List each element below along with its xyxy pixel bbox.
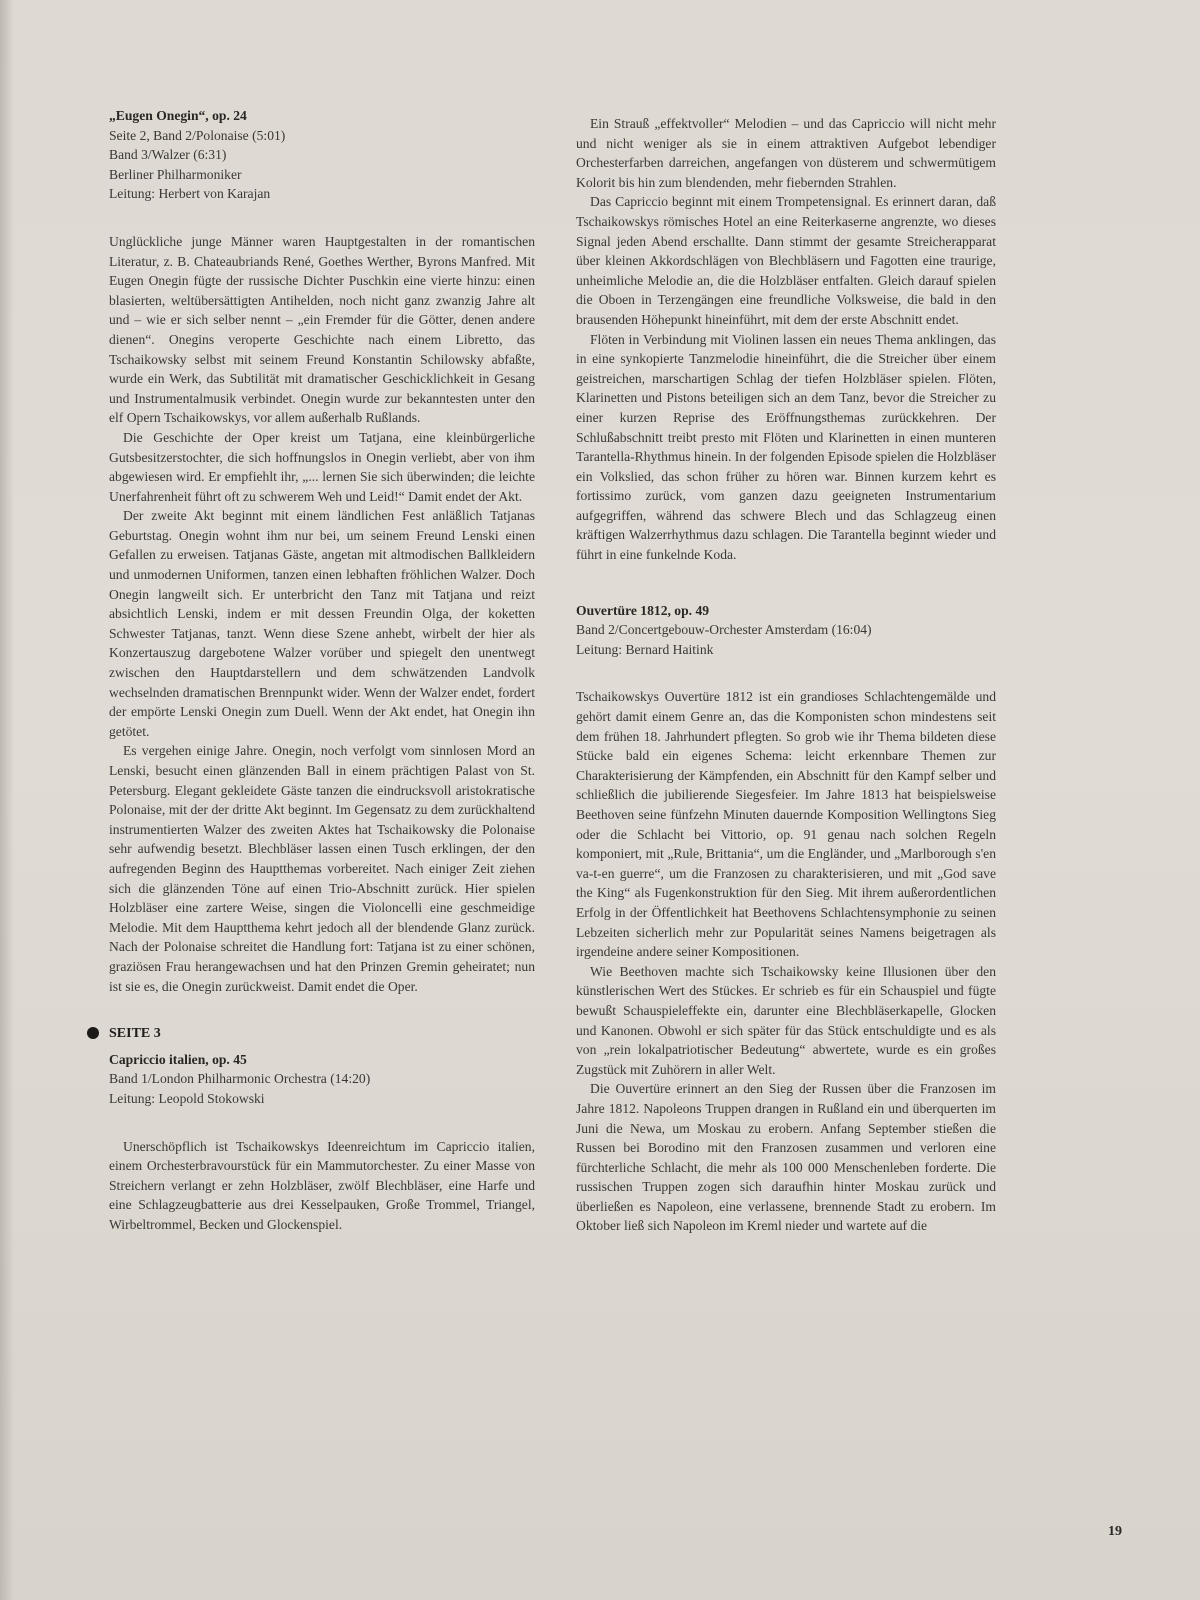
conductor-line: Leitung: Herbert von Karajan — [109, 186, 271, 202]
track-info-line: Band 3/Walzer (6:31) — [109, 147, 227, 163]
body-paragraph: Tschaikowskys Ouvertüre 1812 ist ein grandioses Schlachtengemälde und gehört damit einem Genre an, das die Komponisten schon mindestens seit dem frühen 18. Jahrhundert pflegten. So grob wie ihr Thema bildeten diese Stücke bald ein eigenes Schema: leicht erkennbare Themen zur Charakterisierung der Kämpfenden, ein Abschnitt für den Kampf selber und schließlich die jubilierende Siegesfeier. Im Jahre 1813 hat beispielsweise Beethoven seine fünfzehn Minuten dauernde Komposition Wellingtons Sieg oder die Schlacht bei Vittorio, op. 91 genau nach solchen Regeln komponiert, mit „Rule, Brittania“, um die Engländer, und „Marlborough s'en va-t-en guerre“, um die Franzosen zu charakterisieren, und mit „God save the King“ als Fugenkonstruktion für den Sieg. Mit ihrem außerordentlichen Erfolg in der Öffentlichkeit hat Beethovens Schlachtensymphonie zu seinen Lebzeiten sicherlich mehr zur Popularität seines Namens beigetragen als irgendeine andere seiner Kompositionen. — [576, 689, 996, 960]
body-paragraph: Der zweite Akt beginnt mit einem ländlichen Fest anläßlich Tatjanas Geburtstag. Onegin wohnt ihm nur bei, um seinem Freund Lenski einen Gefallen zu erweisen. Tatjanas Gäste, angetan mit altmodischen Ballkleidern und unmodernen Uniformen, tanzen einen lebhaften fröhlichen Walzer. Doch Onegin langweilt sich. Er unterbricht den Tanz mit Tatjana und reizt absichtlich Lenski, indem er mit dessen Freundin Olga, der koketten Schwester Tatjanas, tanzt. Wenn diese Szene anhebt, wirbelt der hier als Konzertauszug dargebotene Walzer vorüber und spiegelt den unentwegt zwischen den Hauptdarstellern und dem schwätzenden Landvolk wechselnden dramatischen Brennpunkt wider. Wenn der Walzer endet, fordert der empörte Lenski Onegin zum Duell. Wenn der Akt endet, hat Onegin ihn getötet. — [109, 508, 535, 739]
body-paragraph: Ein Strauß „effektvoller“ Melodien – und das Capriccio will nicht mehr und nicht weniger als sie in einem attraktiven Aufgebot lebendiger Orchesterfarben darreichen, angefangen von düsterem und schwermütigem Kolorit bis hin zum blendenden, mehr fiebernden Strahlen. — [576, 116, 996, 190]
page-number: 19 — [1108, 1524, 1122, 1539]
body-paragraph: Das Capriccio beginnt mit einem Trompetensignal. Es erinnert daran, daß Tschaikowskys römisches Hotel an eine Reiterkaserne angrenzte, wo dieses Signal jeden Abend erschallte. Dann stimmt der gesamte Streicherapparat über kleinen Akkordschlägen von Blechbläsern und Fagotten eine traurige, unheimliche Melodie an, die die Holzbläser entfalten. Gleich darauf spielen die Oboen in Terzengängen eine freundliche Volksweise, die bald in den brausenden Höhepunkt hineinführt, mit dem der erste Abschnitt endet. — [576, 194, 996, 327]
side-heading — [109, 1024, 535, 1044]
body-paragraph: Es vergehen einige Jahre. Onegin, noch verfolgt vom sinnlosen Mord an Lenski, besucht einen glänzenden Ball in einem prächtigen Palast von St. Petersburg. Elegant gekleidete Gäste tanzen die eindrucksvoll aristokratische Polonaise, mit der der dritte Akt beginnt. Im Gegensatz zu dem zurückhaltend instrumentierten Walzer des zweiten Aktes hat Tschaikowsky die Polonaise sehr aufwendig besetzt. Blechbläser lassen einen Tusch erklingen, der den aufregenden Beginn des Hauptthemas vorbereitet. Nach einiger Zeit ziehen sich die glänzenden Töne auf einen Trio-Abschnitt zurück. Hier spielen Holzbläser eine zartere Weise, singen die Violoncelli eine geschmeidige Melodie. Mit dem Hauptthema kehrt jedoch all der blendende Glanz zurück. Nach der Polonaise schreitet die Handlung fort: Tatjana ist zu einer schönen, graziösen Frau herangewachsen und hat den Prinzen Gremin geheiratet; nun ist sie es, die Onegin zurückweist. Damit endet die Oper. — [109, 743, 535, 994]
capriccio-title: Capriccio italien, op. 45 — [109, 1051, 247, 1067]
track-info-line: Seite 2, Band 2/Polonaise (5:01) — [109, 127, 286, 143]
body-paragraph: Die Geschichte der Oper kreist um Tatjana, eine kleinbürgerliche Gutsbesitzerstochter, die sich hoffnungslos in Onegin verliebt, aber von ihm abgewiesen wird. Er empfiehlt ihr, „... lernen Sie sich überwinden; die leichte Unerfahrenheit führt oft zu schwerem Weh und Leid!“ Damit endet der Akt. — [109, 429, 535, 504]
eugen-onegin-header — [109, 106, 535, 204]
body-paragraph: Unerschöpflich ist Tschaikowskys Ideenreichtum im Capriccio italien, einem Orchesterbravourstück für ein Mammutorchester. Zu einer Masse von Streichern verlangt er zehn Holzbläser, zwölf Blechbläser, eine Harfe und eine Schlagzeugbatterie aus drei Kesselpauken, Große Trommel, Triangel, Wirbeltrommel, Becken und Glockenspiel. — [109, 1138, 535, 1232]
bullet-icon — [87, 1027, 99, 1039]
conductor-line: Leitung: Bernard Haitink — [576, 641, 714, 657]
orchestra-line: Berliner Philharmoniker — [109, 166, 242, 182]
side-heading-label: SEITE 3 — [109, 1026, 161, 1042]
body-paragraph: Wie Beethoven machte sich Tschaikowsky keine Illusionen über den künstlerischen Wert des Stückes. Er schrieb es für ein Schauspiel und fügte bewußt Schauspieleffekte ein, darunter eine Blechbläserkapelle, Glocken und Kanonen. Obwohl er sich später für das Stück entschuldigte und es als von „rein lokalpatriotischer Bedeutung“ abwertete, wurde es ein großes Zugstück mit Zuhörern in aller Welt. — [576, 963, 996, 1077]
body-paragraph: Unglückliche junge Männer waren Hauptgestalten in der romantischen Literatur, z. B. Chateaubriands René, Goethes Werther, Byrons Manfred. Mit Eugen Onegin fügte der russische Dichter Puschkin eine vierte hinzu: einen blasierten, weltübersättigten Antihelden, noch nicht ganz zwanzig Jahre alt und – wie er sich selber nennt – „ein Fremder für die Götter, denen andere dienen“. Onegins veroperte Geschichte nach einem Libretto, das Tschaikowsky selbst mit seinem Freund Konstantin Schilowsky abfaßte, wurde ein Werk, das Subtilität mit dramatischer Geschicklichkeit in Gesang und Instrumentalmusik verbindet. Onegin wurde zur bekanntesten unter den elf Opern Tschaikowskys, vor allem außerhalb Rußlands. — [109, 233, 535, 426]
track-info-line: Band 2/Concertgebouw-Orchester Amsterdam (16:04) — [576, 622, 872, 638]
track-info-line: Band 1/London Philharmonic Orchestra (14:20) — [109, 1071, 371, 1087]
left-column — [109, 106, 535, 1234]
section-spacer — [576, 565, 996, 601]
ouverture-header — [576, 601, 996, 660]
ouverture-title: Ouvertüre 1812, op. 49 — [576, 602, 710, 618]
conductor-line: Leitung: Leopold Stokowski — [109, 1090, 265, 1106]
capriccio-header — [109, 1050, 535, 1109]
right-column — [576, 114, 996, 1236]
body-paragraph: Die Ouvertüre erinnert an den Sieg der Russen über die Franzosen im Jahre 1812. Napoleons Truppen drangen in Rußland ein und überquerten im Juni die Newa, um Moskau zu erobern. Anfang September stießen die Russen bei Borodino mit den Franzosen zusammen und verloren eine fürchterliche Schlacht, die mehr als 100 000 Menschenleben forderte. Die russischen Truppen zogen sich daraufhin hinter Moskau zurück und überließen es Napoleon, eine verlassene, brennende Stadt zu erobern. Im Oktober ließ sich Napoleon im Kreml nieder und wartete auf die — [576, 1081, 996, 1234]
eugen-onegin-title: „Eugen Onegin“, op. 24 — [109, 108, 247, 123]
body-paragraph: Flöten in Verbindung mit Violinen lassen ein neues Thema anklingen, das in eine synkopierte Tanzmelodie hineinführt, die die Streicher über einem geistreichen, marschartigen Schlag der tiefen Holzbläser spielen. Flöten, Klarinetten und Pistons beteiligen sich an dem Tanz, bevor die Streicher zu einer kurzen Reprise des Eröffnungsthemas zurückkehren. Der Schlußabschnitt treibt presto mit Flöten und Klarinetten in einen munteren Tarantella-Rhythmus hinein. In der folgenden Episode spielen die Holzbläser ein Volkslied, das schon früher zu hören war. Binnen kurzem kehrt es fortissimo zurück, vom ganzen dazu geeigneten Instrumentarium aufgegriffen, während das schwere Blech und das Schlagzeug einen kräftigen Walzerrhythmus dazu schlagen. Die Tarantella beginnt wieder und führt in eine funkelnde Koda. — [576, 331, 996, 563]
